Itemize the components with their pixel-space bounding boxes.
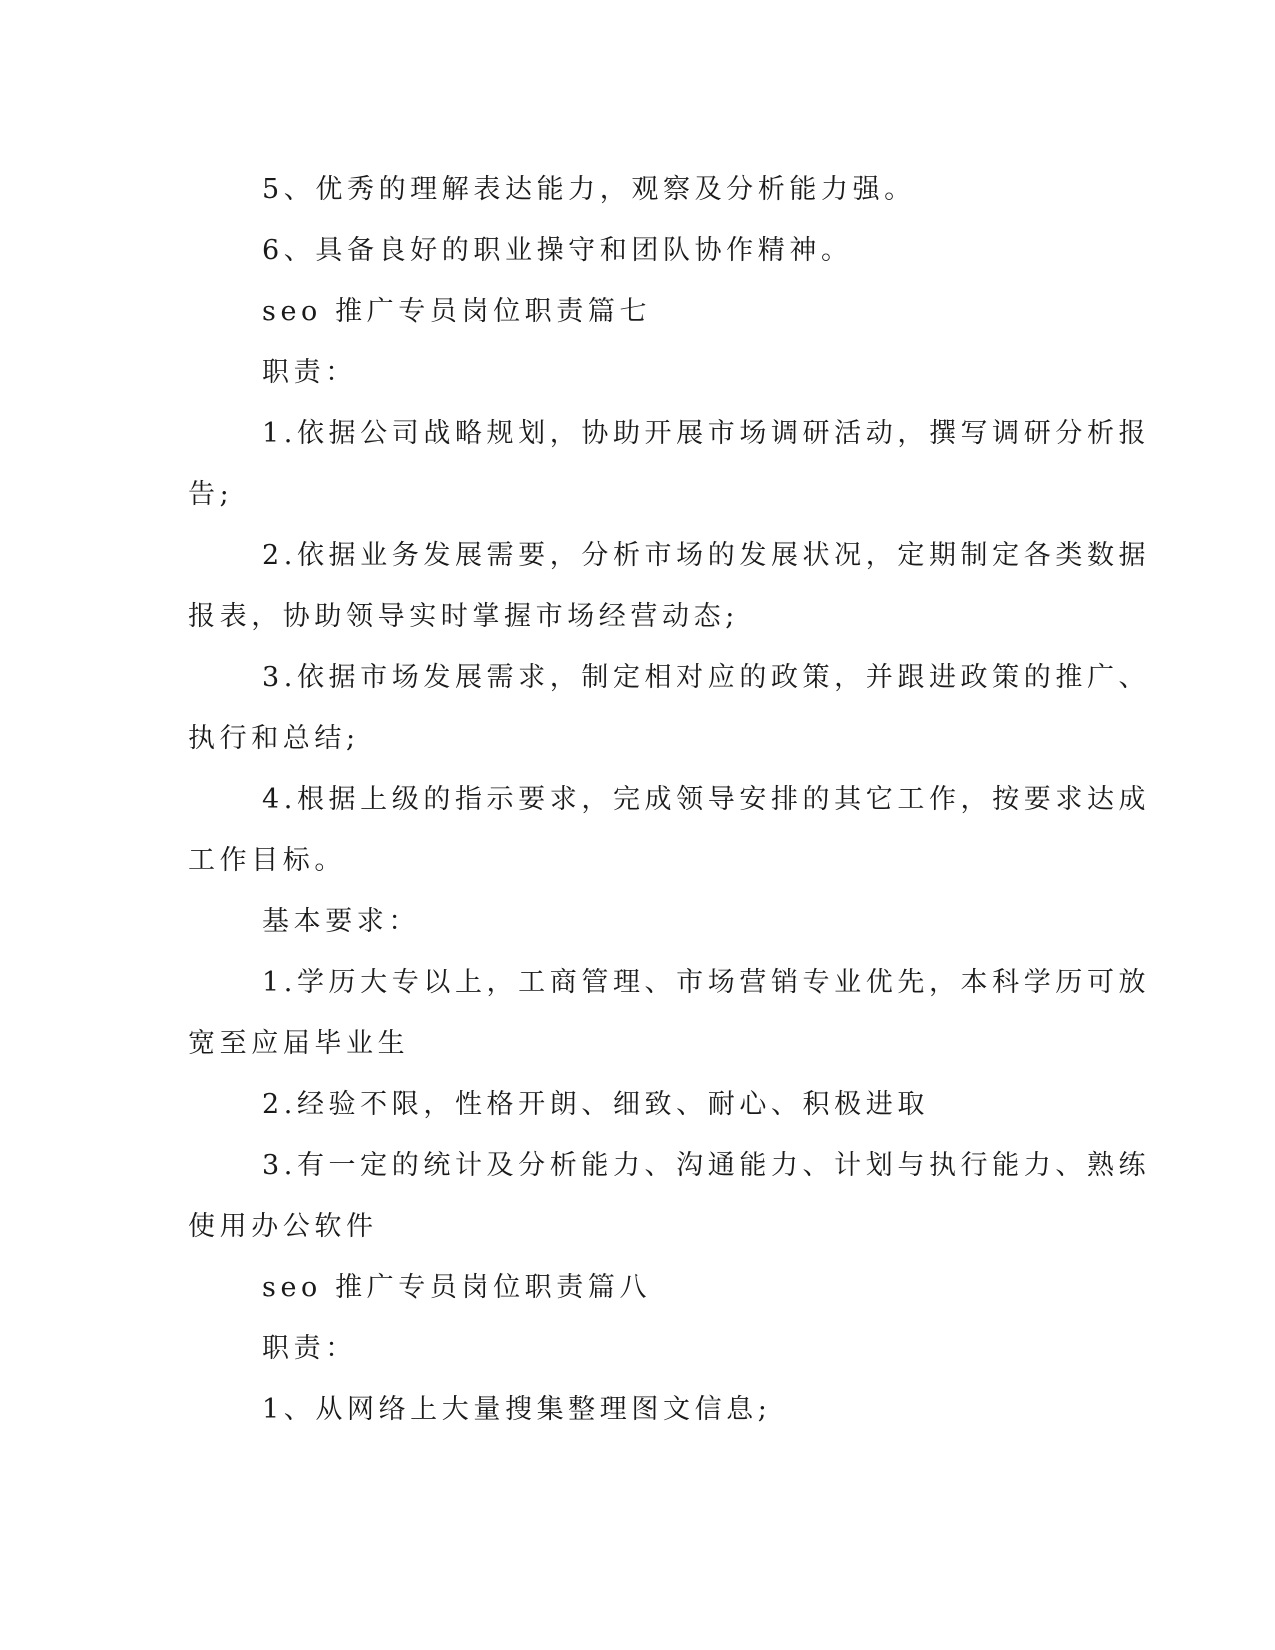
text-line: 4.根据上级的指示要求，完成领导安排的其它工作，按要求达成 <box>262 784 1151 815</box>
text-line: 宽至应届毕业生 <box>188 1028 410 1059</box>
section-heading: seo 推广专员岗位职责篇七 <box>262 296 652 327</box>
text-line: 使用办公软件 <box>188 1211 378 1242</box>
text-line: 5、优秀的理解表达能力，观察及分析能力强。 <box>262 174 916 205</box>
text-line: 职责： <box>262 357 357 388</box>
text-line: 2.依据业务发展需要，分析市场的发展状况，定期制定各类数据 <box>262 540 1151 571</box>
section-heading: seo 推广专员岗位职责篇八 <box>262 1272 652 1303</box>
text-line: 1.依据公司战略规划，协助开展市场调研活动，撰写调研分析报 <box>262 418 1151 449</box>
text-line: 职责： <box>262 1333 357 1364</box>
text-line: 6、具备良好的职业操守和团队协作精神。 <box>262 235 853 266</box>
text-line: 工作目标。 <box>188 845 346 876</box>
text-line: 告; <box>188 479 234 510</box>
text-line: 3.依据市场发展需求，制定相对应的政策，并跟进政策的推广、 <box>262 662 1151 693</box>
text-line: 1.学历大专以上，工商管理、市场营销专业优先，本科学历可放 <box>262 967 1151 998</box>
text-line: 1、从网络上大量搜集整理图文信息; <box>262 1394 772 1425</box>
text-line: 报表，协助领导实时掌握市场经营动态; <box>188 601 739 632</box>
text-line: 2.经验不限，性格开朗、细致、耐心、积极进取 <box>262 1089 929 1120</box>
text-line: 3.有一定的统计及分析能力、沟通能力、计划与执行能力、熟练 <box>262 1150 1151 1181</box>
text-line: 基本要求： <box>262 906 420 937</box>
text-line: 执行和总结; <box>188 723 360 754</box>
